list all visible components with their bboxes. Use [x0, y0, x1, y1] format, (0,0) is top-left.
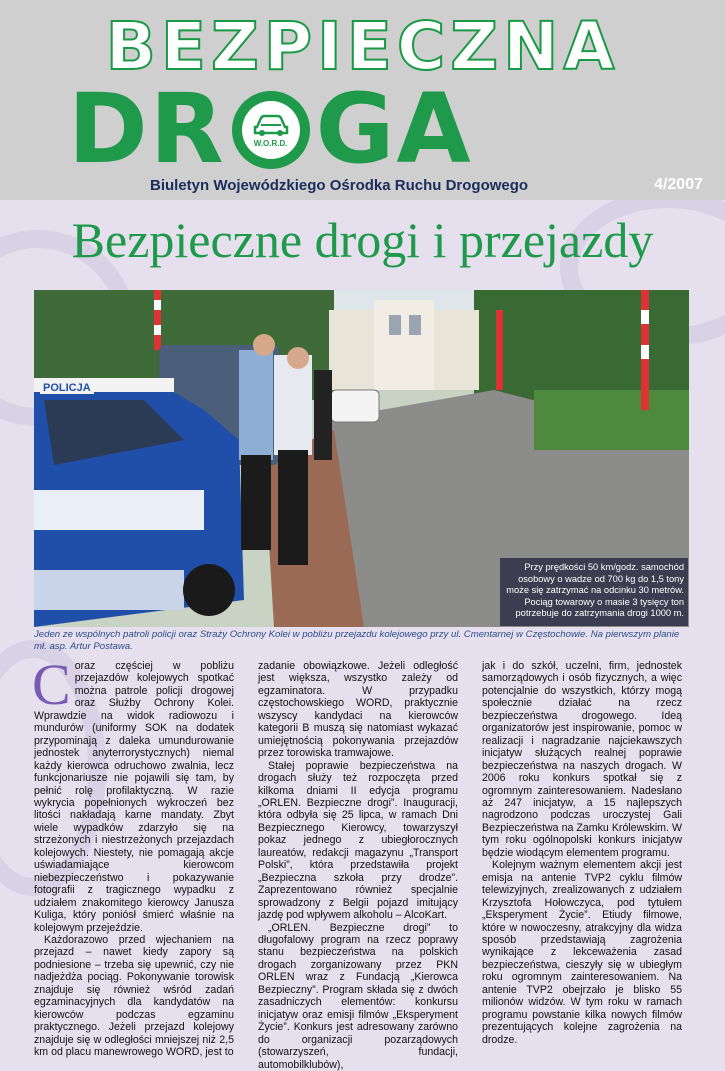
masthead-title-top: BEZPIECZNA: [105, 8, 620, 85]
paragraph: Stałej poprawie bezpieczeństwa na drogach służy też rozpoczęta przed kilkoma dniami II edycja programu „ORLEN. Bezpieczne drogi”. Inauguracji, która odbyła się 25 lipca, w ramach Dni Bezpiecznego Kierowcy, towarzyszył pokaz jednego z ubiegłorocznych laureatów, redakcji magazynu „Transport Polski”, która przedstawiła projekt „Bezpieczna szkoła przy drodze”. Zaprezentowano również specjalnie sprowadzony z Belgii pojazd imitujący jazdę pod wpływem alkoholu – AlcoKart.: [258, 759, 458, 922]
dropcap: C: [32, 652, 71, 717]
article-headline: Bezpieczne drogi i przejazdy: [71, 212, 654, 268]
masthead-title-bottom: [68, 73, 473, 185]
car-icon: [251, 111, 291, 137]
paragraph: zadanie obowiązkowe. Jeżeli odległość jest większa, wszystko zależy od egzaminatora. W przypadku częstochowskiego WORD, praktycznie wszyscy kandydaci na kierowców kategorii B muszą się natomiast wykazać umiejętnością pokonywania przejazdów przez torowiska tramwajowe.: [258, 660, 458, 760]
paragraph: Każdorazowo przed wjechaniem na przejazd – nawet kiedy zapory są podniesione – trzeba się upewnić, czy nie nadjeżdża pociąg. Pokonywanie torowisk znajduje się również wśród zadań egzaminacyjnych dla kandydatów na kierowców podczas egzaminu praktycznego. Jeżeli przejazd kolejowy znajduje się w odległości mniejszej niż 2,5 km od placu manewrowego WORD, jest to: [34, 933, 234, 1059]
masthead-title-right: GA: [315, 73, 473, 185]
photo-fact-box: Przy prędkości 50 km/godz. samochód osobowy o wadze od 700 kg do 1,5 tony może się zatrzymać na odcinku 30 metrów. Pociąg towarowy o masie 3 tysięcy ton potrzebuje do zatrzymania drogi 1000 m.: [500, 558, 688, 626]
article-column-3: [482, 660, 682, 1046]
word-logo: [232, 91, 310, 169]
bulletin-subtitle: Biuletyn Wojewódzkiego Ośrodka Ruchu Drogowego: [150, 177, 529, 194]
article-column-1: [32, 652, 234, 1059]
issue-number: 4/2007: [654, 176, 703, 193]
paragraph: „ORLEN. Bezpieczne drogi” to długofalowy program na rzecz poprawy stanu bezpieczeństwa na polskich drogach zorganizowany przez PKN ORLEN wraz z Fundacją „Kierowca Bezpieczny”. Program składa się z dwóch zasadniczych elementów: konkursu inicjatyw oraz emisji filmów „Eksperyment Życie”. Konkurs jest adresowany zarówno do organizacji pozarządowych (stowarzyszeń, fundacji, automobilklubów),: [258, 921, 458, 1071]
logo-text: W.O.R.D.: [253, 139, 288, 148]
photo-caption: Jeden ze wspólnych patroli policji oraz Straży Ochrony Kolei w pobliżu przejazdu kolejowego przy ul. Cmentarnej w Częstochowie. Na pierwszym planie mł. asp. Artur Postawa.: [34, 629, 680, 652]
paragraph: oraz częściej w pobliżu przejazdów kolejowych spotkać można patrole policji drogowej oraz Służby Ochrony Kolei. Wprawdzie na widok radiowozu i mundurów (uniformy SOK na dodatek przypominają z daleka umundurowanie jednostek anyterrorystycznych) niemal każdy kierowca odruchowo zwalnia, lecz funkcjonariusze nie pojawili się tam, by pełnić rolę profilaktyczną. W razie wykrycia popełnionych wykroczeń bez litości nakładają karne mandaty. Zbyt wiele wypadków zdarzyło się na strzeżonych i niestrzeżonych przejazdach kolejowych. Niestety, nie pomagają akcje uświadamiające kierowcom niebezpieczeństwo i pokazywanie fotografii z tragicznego wypadku z udziałem znakomitego kierowcy Janusza Kuliga, który poniósł śmierć właśnie na kolejowym przejeździe.: [34, 660, 234, 934]
police-sign: POLICJA: [40, 382, 94, 394]
masthead-title-left: DR: [68, 73, 226, 185]
paragraph: Kolejnym ważnym elementem akcji jest emisja na antenie TVP2 cyklu filmów telewizyjnych, zrealizowanych z udziałem Krzysztofa Hołowczyca, pod tytułem „Eksperyment Życie”. Etiudy filmowe, które w nowoczesny, atrakcyjny dla widza sposób przedstawiają zagrożenia wynikające z lekceważenia zasad bezpieczeństwa, cieszyły się w ubiegłym roku ogromnym zainteresowaniem. Na antenie TVP2 obejrzało je blisko 55 milionów widzów. W tym roku w ramach programu powstanie kilka nowych filmów prezentujących kolejne zagrożenia na drodze.: [482, 859, 682, 1046]
article-column-2: [258, 660, 458, 1071]
paragraph: jak i do szkół, uczelni, firm, jednostek samorządowych i osób fizycznych, a więc potencjalnie do wszystkich, którzy mogą społecznie działać na rzecz bezpieczeństwa drogowego. Ideą organizatorów jest inspirowanie, pomoc w realizacji i nagradzanie najciekawszych inicjatyw służących realnej poprawie bezpieczeństwa na naszych drogach. W 2006 roku konkurs spotkał się z ogromnym zainteresowaniem. Nadesłano aż 247 inicjatyw, a 15 najlepszych nagrodzono podczas uroczystej Gali Bezpieczeństwa na Zamku Królewskim. W tym roku ogólnopolski konkurs inicjatyw będzie wiodącym elementem programu.: [482, 660, 682, 859]
masthead: [0, 0, 725, 200]
